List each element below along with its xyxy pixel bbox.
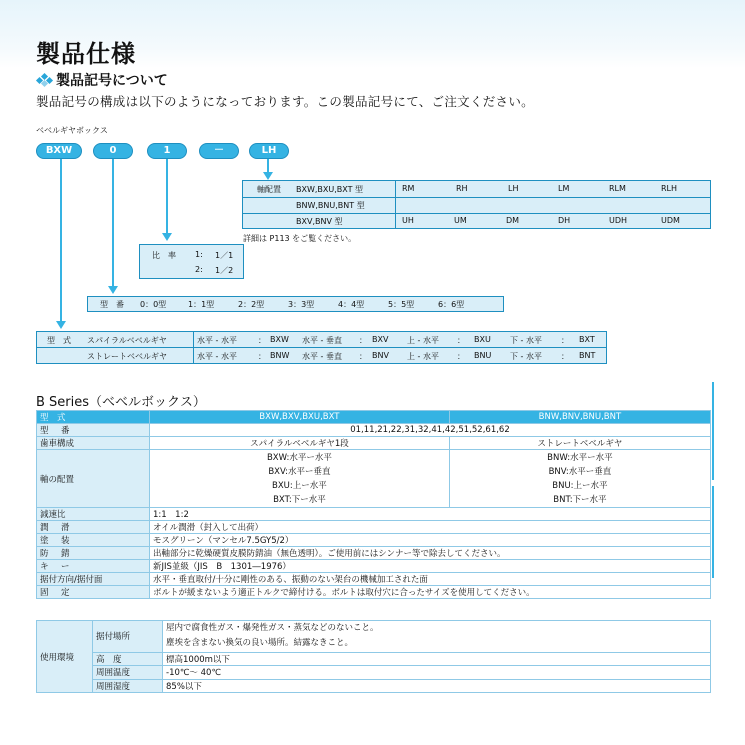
spec-header-left: BXW,BXV,BXU,BXT — [150, 411, 450, 424]
connector-line — [267, 159, 269, 173]
code-pill-dash: － — [199, 143, 239, 159]
type-code: BNT — [579, 351, 596, 360]
diagram-caption: ベベルギヤボックス — [36, 126, 108, 135]
arrangement-note: 詳細は P113 をご覧ください。 — [243, 234, 357, 243]
spec-value: 標高1000m以下 — [163, 652, 711, 665]
model-no-item: 2：2型 — [238, 300, 265, 309]
spec-value: ボルトが緩まないよう適正トルクで締付ける。ボルトは取付穴に合ったサイズを使用してください。 — [150, 586, 711, 599]
type-orientation: 上 - 水平 — [407, 352, 439, 361]
spec-label: 型 式 — [37, 411, 150, 424]
code-pill-ratio: 1 — [147, 143, 187, 159]
arrangement-types: BXV,BNV 型 — [296, 217, 343, 226]
arrangement-code: DM — [506, 216, 520, 225]
arrangement-code: DH — [558, 216, 571, 225]
page-title: 製品仕様 — [36, 40, 136, 68]
table-row — [37, 437, 711, 450]
type-code: BXW — [270, 335, 289, 344]
type-orientation: 水平 - 水平 — [197, 352, 237, 361]
spec-label: 軸の配置 — [37, 450, 150, 508]
type-orientation: 水平 - 水平 — [197, 336, 237, 345]
arrangement-line: BNV:水平ー垂直 — [548, 466, 612, 477]
spec-value: 85%以下 — [163, 679, 711, 692]
title-band — [0, 0, 745, 68]
arrangement-code: RM — [402, 184, 415, 193]
env-table — [36, 620, 711, 693]
type-gear: ストレートベベルギヤ — [87, 352, 167, 361]
spec-sublabel: 周囲湿度 — [93, 679, 163, 692]
table-row — [37, 560, 711, 573]
model-no-item: 5：5型 — [388, 300, 415, 309]
table-row — [37, 547, 711, 560]
model-no-label: 型 番 — [100, 300, 124, 309]
spec-label: 防 錆 — [37, 547, 150, 560]
arrangement-types: BXW,BXU,BXT 型 — [296, 185, 364, 194]
arrangement-code: RLM — [609, 184, 626, 193]
model-no-item: 0：0型 — [140, 300, 167, 309]
connector-line — [166, 159, 168, 234]
spec-label: 据付方向/据付面 — [37, 573, 150, 586]
spec-value — [449, 450, 710, 508]
code-pill-model: 0 — [93, 143, 133, 159]
diamond-bullet-icon — [36, 73, 54, 87]
arrangement-line: BNW:水平ー水平 — [547, 452, 613, 463]
spec-value: 01,11,21,22,31,32,41,42,51,52,61,62 — [150, 424, 711, 437]
type-code: BXT — [579, 335, 595, 344]
model-no-item: 1：1型 — [188, 300, 215, 309]
spec-label: 減速比 — [37, 508, 150, 521]
type-gear: スパイラルベベルギヤ — [87, 336, 167, 345]
ratio-value: 1／1 — [215, 251, 234, 260]
type-code: BNW — [270, 351, 290, 360]
spec-label: 塗 装 — [37, 534, 150, 547]
spec-label: 型 番 — [37, 424, 150, 437]
table-row — [37, 424, 711, 437]
arrangement-code: UH — [402, 216, 414, 225]
model-no-item: 6：6型 — [438, 300, 465, 309]
spec-label: 固 定 — [37, 586, 150, 599]
spec-heading: B Series（ベベルボックス） — [36, 395, 206, 410]
type-code: BXV — [372, 335, 389, 344]
arrangement-line: BNT:下ー水平 — [553, 494, 607, 505]
arrangement-line: BXW:水平ー水平 — [266, 452, 332, 463]
ratio-box — [139, 244, 244, 279]
arrangement-code: LM — [558, 184, 570, 193]
type-code: BNV — [372, 351, 389, 360]
ratio-key: 1: — [195, 250, 203, 259]
spec-value: -10℃～ 40℃ — [163, 666, 711, 679]
table-row — [37, 573, 711, 586]
spec-sublabel: 高 度 — [93, 652, 163, 665]
type-orientation: 下 - 水平 — [510, 352, 542, 361]
side-rule — [712, 486, 714, 578]
arrow-down-icon — [162, 233, 172, 241]
spec-value — [163, 621, 711, 653]
arrow-down-icon — [108, 286, 118, 294]
intro-text: 製品記号の構成は以下のようになっております。この製品記号にて、ご注文ください。 — [36, 94, 534, 109]
spec-value: 水平・垂直取付/十分に剛性のある、振動のない架台の機械加工された面 — [150, 573, 711, 586]
spec-value: ストレートベベルギヤ — [449, 437, 710, 450]
table-row — [37, 411, 711, 424]
type-box: 型 式 スパイラルベベルギヤ ストレートベベルギヤ 水平 - 水平 ： BXW 水平 - 垂直 ： BXV 上 - 水平 ： BXU 下 - 水平 ： BXT 水平 - 水平 ： BNW 水平 - 垂直 ： BNV 上 - 水平 ： BNU 下 - 水平 ： BNT — [36, 331, 607, 364]
type-orientation: 水平 - 垂直 — [302, 352, 342, 361]
arrangement-label: 軸配置 — [257, 185, 281, 194]
code-pill-type: BXW — [36, 143, 82, 159]
spec-value: モスグリーン（マンセル7.5GY5/2） — [150, 534, 711, 547]
model-no-box — [87, 296, 504, 312]
section-heading-text: 製品記号について — [56, 73, 168, 89]
arrangement-line: BXV:水平ー垂直 — [268, 466, 331, 477]
arrangement-line: BXT:下ー水平 — [273, 494, 326, 505]
spec-value: 新JIS並級（JIS B 1301―1976） — [150, 560, 711, 573]
table-row — [37, 534, 711, 547]
connector-line — [60, 159, 62, 322]
arrangement-types: BNW,BNU,BNT 型 — [296, 201, 365, 210]
spec-label: キ ー — [37, 560, 150, 573]
table-row — [37, 586, 711, 599]
spec-value — [150, 450, 450, 508]
model-no-item: 4：4型 — [338, 300, 365, 309]
model-no-item: 3：3型 — [288, 300, 315, 309]
table-row — [37, 621, 711, 653]
arrangement-line: BXU:上ー水平 — [272, 480, 327, 491]
section-heading — [36, 70, 168, 90]
table-row — [37, 450, 711, 508]
spec-label: 潤 滑 — [37, 521, 150, 534]
spec-table — [36, 410, 711, 599]
table-row — [37, 652, 711, 665]
install-line: 屋内で腐食性ガス・爆発性ガス・蒸気などのないこと。 — [166, 623, 379, 634]
table-row — [37, 666, 711, 679]
spec-label: 歯車構成 — [37, 437, 150, 450]
spec-value: 1:1 1:2 — [150, 508, 711, 521]
type-code: BNU — [474, 351, 492, 360]
ratio-value: 1／2 — [215, 266, 234, 275]
arrangement-code: UDH — [609, 216, 628, 225]
arrangement-code: LH — [508, 184, 519, 193]
table-row — [37, 508, 711, 521]
side-rule — [712, 382, 714, 480]
table-row — [37, 679, 711, 692]
type-orientation: 下 - 水平 — [510, 336, 542, 345]
ratio-label: 比 率 — [152, 251, 176, 260]
arrangement-code: RH — [456, 184, 468, 193]
spec-label: 使用環境 — [37, 621, 93, 693]
spec-value: 出軸部分に乾燥硬質皮膜防錆油（無色透明）。ご使用前にはシンナー等で除去してください。 — [150, 547, 711, 560]
spec-sublabel: 周囲温度 — [93, 666, 163, 679]
arrangement-code: UDM — [661, 216, 680, 225]
arrow-down-icon — [263, 172, 273, 180]
spec-sublabel: 据付場所 — [93, 621, 163, 653]
arrangement-code: UM — [454, 216, 467, 225]
type-label: 型 式 — [47, 336, 71, 345]
table-row — [37, 521, 711, 534]
arrangement-line: BNU:上ー水平 — [552, 480, 608, 491]
type-code: BXU — [474, 335, 491, 344]
spec-value: オイル潤滑（封入して出荷） — [150, 521, 711, 534]
ratio-key: 2: — [195, 265, 203, 274]
type-orientation: 水平 - 垂直 — [302, 336, 342, 345]
spec-header-right: BNW,BNV,BNU,BNT — [449, 411, 710, 424]
install-line: 塵埃を含まない換気の良い場所。結露なきこと。 — [166, 638, 354, 649]
arrangement-code: RLH — [661, 184, 678, 193]
arrow-down-icon — [56, 321, 66, 329]
arrangement-box — [242, 180, 711, 229]
code-pill-arrangement: LH — [249, 143, 289, 159]
connector-line — [112, 159, 114, 287]
spec-value: スパイラルベベルギヤ1段 — [150, 437, 450, 450]
type-orientation: 上 - 水平 — [407, 336, 439, 345]
